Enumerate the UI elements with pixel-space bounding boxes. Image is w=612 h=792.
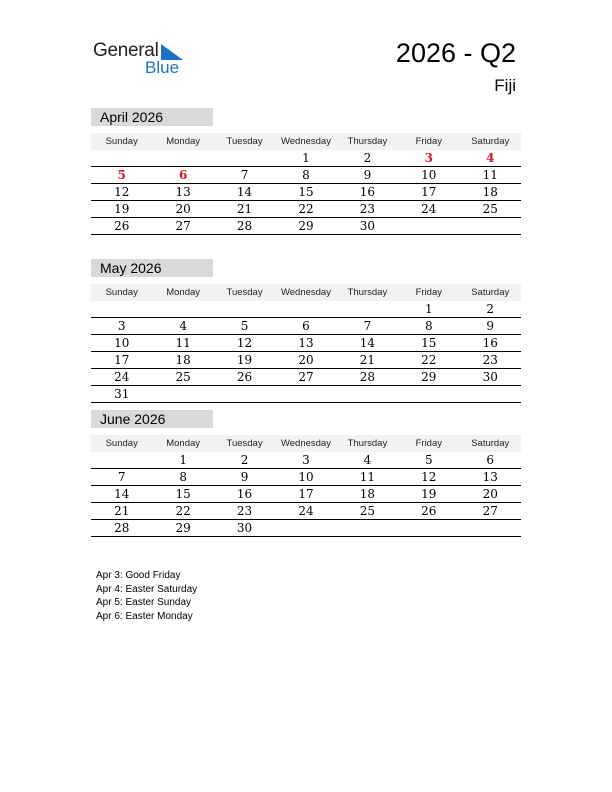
day-cell: 26 — [236, 370, 253, 384]
day-cell: 16 — [236, 487, 253, 501]
logo-text-general: General — [93, 40, 159, 61]
day-cell: 14 — [114, 487, 130, 501]
weekday-label: Thursday — [347, 287, 388, 298]
day-cell: 4 — [486, 151, 495, 165]
holiday-note: Apr 6: Easter Monday — [96, 610, 193, 622]
day-cell: 12 — [236, 336, 253, 350]
day-cell: 26 — [114, 219, 130, 233]
day-cell — [152, 386, 213, 402]
day-cell: 3 — [424, 151, 433, 165]
week-row — [91, 369, 521, 386]
holiday-note: Apr 3: Good Friday — [96, 570, 181, 581]
weekday-label: Wednesday — [280, 287, 331, 298]
day-cell — [91, 301, 152, 317]
day-cell: 30 — [482, 370, 498, 384]
day-cell — [337, 301, 398, 317]
weekday-label: Thursday — [347, 438, 388, 449]
day-cell: 18 — [175, 353, 191, 367]
day-cell — [275, 386, 336, 402]
day-cell: 15 — [175, 487, 191, 501]
day-cell: 17 — [421, 185, 437, 199]
weekday-label: Tuesday — [226, 136, 263, 147]
week-row — [91, 318, 521, 335]
day-cell: 16 — [482, 336, 498, 350]
day-cell: 18 — [359, 487, 376, 501]
weekday-header-row — [91, 284, 521, 301]
week-row — [91, 201, 521, 218]
day-cell — [460, 520, 521, 536]
day-cell — [275, 301, 336, 317]
day-cell: 2 — [486, 302, 495, 316]
day-cell — [91, 150, 152, 166]
country-name: Fiji — [494, 76, 516, 95]
day-cell: 27 — [298, 370, 314, 384]
day-cell: 4 — [363, 453, 372, 467]
day-cell: 18 — [482, 185, 498, 199]
weekday-label: Saturday — [471, 438, 510, 449]
day-cell — [152, 150, 213, 166]
day-cell: 22 — [175, 504, 191, 518]
weekday-label: Friday — [415, 438, 443, 449]
day-cell: 20 — [175, 202, 191, 216]
week-row — [91, 184, 521, 201]
day-cell: 2 — [363, 151, 372, 165]
day-cell — [398, 218, 459, 234]
day-cell: 12 — [421, 470, 437, 484]
day-cell: 30 — [236, 521, 253, 535]
weekday-label: Monday — [166, 136, 201, 147]
day-cell — [214, 386, 275, 402]
weekday-header-row — [91, 133, 521, 150]
day-cell: 23 — [236, 504, 253, 518]
day-cell: 19 — [421, 487, 437, 501]
day-cell: 9 — [486, 319, 495, 333]
week-row — [91, 150, 521, 167]
day-cell: 10 — [421, 168, 437, 182]
day-cell: 30 — [359, 219, 376, 233]
day-cell: 15 — [298, 185, 314, 199]
week-row — [91, 520, 521, 537]
week-row — [91, 452, 521, 469]
week-row — [91, 386, 521, 403]
day-cell: 7 — [240, 168, 249, 182]
day-cell: 6 — [486, 453, 495, 467]
day-cell: 17 — [298, 487, 314, 501]
day-cell: 19 — [114, 202, 130, 216]
day-cell: 28 — [114, 521, 130, 535]
day-cell: 31 — [114, 387, 130, 401]
day-cell — [214, 301, 275, 317]
month-title: April 2026 — [91, 108, 213, 126]
day-cell: 14 — [236, 185, 253, 199]
week-row — [91, 301, 521, 318]
day-cell: 22 — [298, 202, 314, 216]
day-cell: 1 — [425, 302, 433, 316]
day-cell: 4 — [179, 319, 187, 333]
day-cell: 29 — [421, 370, 437, 384]
day-cell: 25 — [175, 370, 191, 384]
day-cell: 25 — [359, 504, 376, 518]
week-row — [91, 167, 521, 184]
day-cell: 7 — [117, 470, 126, 484]
day-cell: 3 — [117, 319, 126, 333]
week-row — [91, 486, 521, 503]
day-cell: 11 — [482, 168, 498, 182]
day-cell: 24 — [421, 202, 437, 216]
day-cell — [460, 386, 521, 402]
day-cell: 5 — [240, 319, 249, 333]
day-cell — [91, 452, 152, 468]
month-june — [91, 410, 521, 537]
day-cell: 24 — [298, 504, 314, 518]
day-cell: 10 — [114, 336, 130, 350]
day-cell: 16 — [359, 185, 376, 199]
day-cell: 8 — [179, 470, 187, 484]
weekday-label: Tuesday — [226, 287, 263, 298]
holiday-note: Apr 4: Easter Saturday — [96, 583, 198, 595]
day-cell: 7 — [363, 319, 372, 333]
day-cell: 28 — [236, 219, 253, 233]
day-cell — [398, 520, 459, 536]
day-cell: 8 — [302, 168, 310, 182]
weekday-header-row — [91, 435, 521, 452]
day-cell: 9 — [363, 168, 372, 182]
day-cell: 14 — [359, 336, 376, 350]
weekday-label: Monday — [166, 438, 201, 449]
day-cell — [337, 520, 398, 536]
holiday-note: Apr 5: Easter Sunday — [96, 597, 192, 608]
day-cell: 20 — [482, 487, 498, 501]
weekday-label: Thursday — [347, 136, 388, 147]
month-title: June 2026 — [91, 410, 213, 428]
month-may — [91, 259, 521, 403]
week-row — [91, 218, 521, 235]
day-cell: 21 — [359, 353, 376, 367]
day-cell: 5 — [117, 168, 126, 182]
weekday-label: Wednesday — [280, 136, 331, 147]
day-cell: 9 — [240, 470, 249, 484]
day-cell: 6 — [178, 168, 188, 182]
day-cell: 11 — [175, 336, 191, 350]
day-cell: 23 — [359, 202, 376, 216]
day-cell: 19 — [236, 353, 253, 367]
day-cell: 1 — [302, 151, 310, 165]
weekday-label: Saturday — [471, 287, 510, 298]
day-cell: 22 — [421, 353, 437, 367]
day-cell: 8 — [425, 319, 433, 333]
day-cell: 29 — [175, 521, 191, 535]
day-cell: 1 — [179, 453, 187, 467]
day-cell — [460, 218, 521, 234]
weekday-label: Friday — [415, 136, 443, 147]
month-title: May 2026 — [91, 259, 213, 277]
day-cell: 10 — [298, 470, 314, 484]
day-cell: 21 — [236, 202, 253, 216]
logo-text-blue: Blue — [145, 58, 180, 77]
day-cell: 13 — [298, 336, 314, 350]
weekday-label: Sunday — [105, 136, 138, 147]
day-cell: 3 — [302, 453, 310, 467]
day-cell: 25 — [482, 202, 498, 216]
day-cell — [337, 386, 398, 402]
day-cell: 11 — [359, 470, 376, 484]
day-cell: 27 — [175, 219, 191, 233]
weekday-label: Sunday — [105, 287, 138, 298]
day-cell — [152, 301, 213, 317]
week-row — [91, 469, 521, 486]
day-cell — [275, 520, 336, 536]
day-cell: 21 — [114, 504, 130, 518]
day-cell: 20 — [298, 353, 314, 367]
weekday-label: Tuesday — [226, 438, 263, 449]
weekday-label: Wednesday — [280, 438, 331, 449]
day-cell: 13 — [175, 185, 191, 199]
day-cell: 27 — [482, 504, 498, 518]
day-cell: 23 — [482, 353, 498, 367]
weekday-label: Monday — [166, 287, 201, 298]
weekday-label: Friday — [415, 287, 443, 298]
weekday-label: Sunday — [105, 438, 138, 449]
week-row — [91, 335, 521, 352]
day-cell — [214, 150, 275, 166]
holiday-notes — [96, 569, 197, 623]
week-row — [91, 503, 521, 520]
month-april — [91, 108, 521, 235]
day-cell: 6 — [302, 319, 310, 333]
day-cell: 12 — [114, 185, 130, 199]
page-title: 2026 - Q2 — [395, 38, 516, 68]
day-cell: 29 — [298, 219, 314, 233]
day-cell: 28 — [359, 370, 376, 384]
day-cell: 13 — [482, 470, 498, 484]
day-cell: 5 — [425, 453, 433, 467]
week-row — [91, 352, 521, 369]
day-cell: 24 — [114, 370, 130, 384]
day-cell: 17 — [114, 353, 130, 367]
day-cell: 2 — [240, 453, 249, 467]
day-cell — [398, 386, 459, 402]
logo — [93, 40, 193, 80]
day-cell: 26 — [421, 504, 437, 518]
day-cell: 15 — [421, 336, 437, 350]
weekday-label: Saturday — [471, 136, 510, 147]
